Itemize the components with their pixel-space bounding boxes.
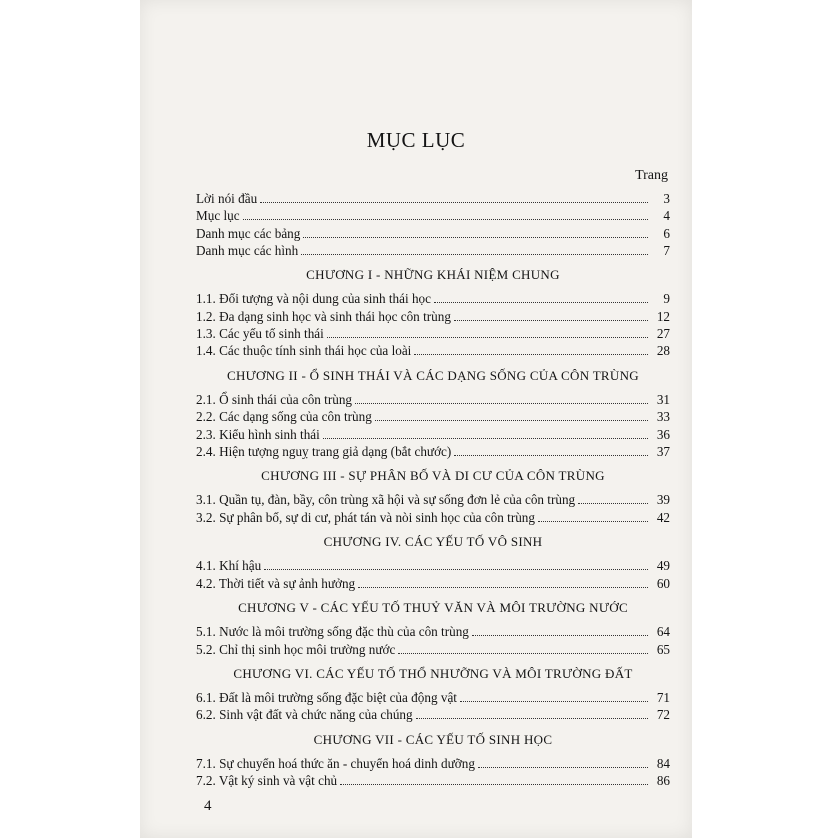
toc-entry-label: 6.1. Đất là môi trường sống đặc biệt của động vật <box>196 690 457 706</box>
toc-entry-label: 3.1. Quần tụ, đàn, bầy, côn trùng xã hội và sự sống đơn lẻ của côn trùng <box>196 492 576 508</box>
dot-leader <box>398 653 648 654</box>
toc-entry <box>196 641 670 658</box>
toc-entry-page: 72 <box>656 707 670 723</box>
toc-entry <box>196 342 670 359</box>
dot-leader <box>454 455 648 456</box>
toc-entry-page: 3 <box>663 191 670 206</box>
toc-entry-label: 4.2. Thời tiết và sự ảnh hưởng <box>196 575 356 591</box>
toc-entry-page: 60 <box>656 575 670 591</box>
toc-entry-page: 9 <box>663 291 670 307</box>
toc-entry-page: 12 <box>656 308 670 324</box>
toc-entry <box>196 509 670 526</box>
dot-leader <box>260 202 648 203</box>
toc-entry <box>196 190 670 207</box>
toc-entry-page: 31 <box>656 391 670 407</box>
toc-entry <box>196 491 670 508</box>
toc-entry <box>196 225 670 242</box>
toc-entry-label: 2.3. Kiểu hình sinh thái <box>196 426 320 442</box>
dot-leader <box>578 503 648 504</box>
toc-entry-label: 1.2. Đa dạng sinh học và sinh thái học côn trùng <box>196 308 451 324</box>
chapter-heading: CHƯƠNG VII - CÁC YẾU TỐ SINH HỌC <box>313 731 553 747</box>
toc-entry-page: 39 <box>656 492 670 508</box>
toc-entry <box>196 290 670 307</box>
page-number: 4 <box>204 798 212 814</box>
chapter-heading: CHƯƠNG V - CÁC YẾU TỐ THUỶ VĂN VÀ MÔI TRƯỜNG NƯỚC <box>238 599 628 615</box>
page-column-label: Trang <box>635 168 668 183</box>
book-page <box>140 0 692 838</box>
chapter-heading: CHƯƠNG IV. CÁC YẾU TỐ VÔ SINH <box>323 534 543 550</box>
toc-entry <box>196 443 670 460</box>
toc-entry <box>196 557 670 574</box>
dot-leader <box>434 302 648 303</box>
toc-entry-page: 65 <box>656 641 670 657</box>
toc-entry-page: 7 <box>663 242 670 258</box>
toc-entry-label: 2.4. Hiện tượng nguỵ trang giả dạng (bắt chước) <box>196 443 452 459</box>
toc-entry <box>196 623 670 640</box>
toc-entry <box>196 242 670 259</box>
toc-entry-label: 6.2. Sinh vật đất và chức năng của chúng <box>196 707 413 723</box>
toc-entry-page: 49 <box>656 558 670 574</box>
chapter-heading: CHƯƠNG VI. CÁC YẾU TỐ THỔ NHƯỠNG VÀ MÔI TRƯỜNG ĐẤT <box>233 665 633 681</box>
dot-leader <box>264 569 648 570</box>
toc-entry-page: 86 <box>656 773 670 789</box>
dot-leader <box>460 701 648 702</box>
toc-entry-label: 4.1. Khí hậu <box>196 558 262 574</box>
toc-entry <box>196 408 670 425</box>
chapter-heading: CHƯƠNG II - Ổ SINH THÁI VÀ CÁC DẠNG SỐNG CỦA CÔN TRÙNG <box>227 367 639 383</box>
toc-entry-page: 71 <box>656 690 670 706</box>
chapter-heading: CHƯƠNG III - SỰ PHÂN BỐ VÀ DI CƯ CỦA CÔN TRÙNG <box>261 468 605 484</box>
toc-entry-page: 33 <box>656 409 670 425</box>
toc-entry-label: Mục lục <box>196 208 240 224</box>
dot-leader <box>301 254 648 255</box>
toc-entry-label: 1.3. Các yếu tố sinh thái <box>196 326 324 342</box>
toc-entry-label: Danh mục các hình <box>196 242 299 258</box>
toc-entry <box>196 689 670 706</box>
toc-entry <box>196 391 670 408</box>
toc-entry <box>196 325 670 342</box>
toc-entry <box>196 706 670 723</box>
toc-entry-label: 2.2. Các dạng sống của côn trùng <box>196 409 372 425</box>
dot-leader <box>414 354 648 355</box>
toc-entry <box>196 772 670 789</box>
chapter-heading: CHƯƠNG I - NHỮNG KHÁI NIỆM CHUNG <box>306 267 560 283</box>
toc-entry-label: 1.1. Đối tượng và nội dung của sinh thái học <box>196 291 431 307</box>
toc-entry-label: Lời nói đầu <box>196 191 258 206</box>
dot-leader <box>416 718 648 719</box>
dot-leader <box>340 784 648 785</box>
toc-entry-label: 5.2. Chỉ thị sinh học môi trường nước <box>196 641 396 657</box>
toc-entry-label: 7.1. Sự chuyển hoá thức ăn - chuyển hoá dinh dưỡng <box>196 756 475 772</box>
toc-entry-page: 84 <box>656 756 670 772</box>
toc-entry-page: 4 <box>663 208 670 224</box>
toc-entry-page: 28 <box>656 343 670 359</box>
toc-entry-label: 5.1. Nước là môi trường sống đặc thù của côn trùng <box>196 624 469 640</box>
dot-leader <box>355 403 648 404</box>
dot-leader <box>243 219 648 220</box>
toc-entry-page: 42 <box>656 509 670 525</box>
page-title: MỤC LỤC <box>366 128 466 152</box>
toc-entry-label: 7.2. Vật ký sinh và vật chủ <box>196 773 338 789</box>
dot-leader <box>454 320 648 321</box>
dot-leader <box>538 521 648 522</box>
dot-leader <box>323 438 648 439</box>
toc-entry-page: 36 <box>656 426 670 442</box>
toc-entry-page: 6 <box>663 225 670 241</box>
toc-entry-page: 37 <box>656 443 670 459</box>
toc-entry-label: Danh mục các bảng <box>196 225 301 241</box>
dot-leader <box>358 587 648 588</box>
toc-entry <box>196 575 670 592</box>
toc-entry <box>196 755 670 772</box>
table-of-contents <box>196 190 670 790</box>
toc-entry-label: 1.4. Các thuộc tính sinh thái học của loài <box>196 343 412 359</box>
toc-entry <box>196 207 670 224</box>
toc-entry <box>196 426 670 443</box>
toc-entry <box>196 308 670 325</box>
toc-entry-page: 64 <box>656 624 670 640</box>
toc-entry-page: 27 <box>656 326 670 342</box>
dot-leader <box>303 237 648 238</box>
toc-entry-label: 2.1. Ổ sinh thái của côn trùng <box>196 391 353 407</box>
dot-leader <box>375 420 648 421</box>
dot-leader <box>472 635 648 636</box>
dot-leader <box>327 337 648 338</box>
dot-leader <box>478 767 648 768</box>
toc-entry-label: 3.2. Sự phân bố, sự di cư, phát tán và nòi sinh học của côn trùng <box>196 509 535 525</box>
